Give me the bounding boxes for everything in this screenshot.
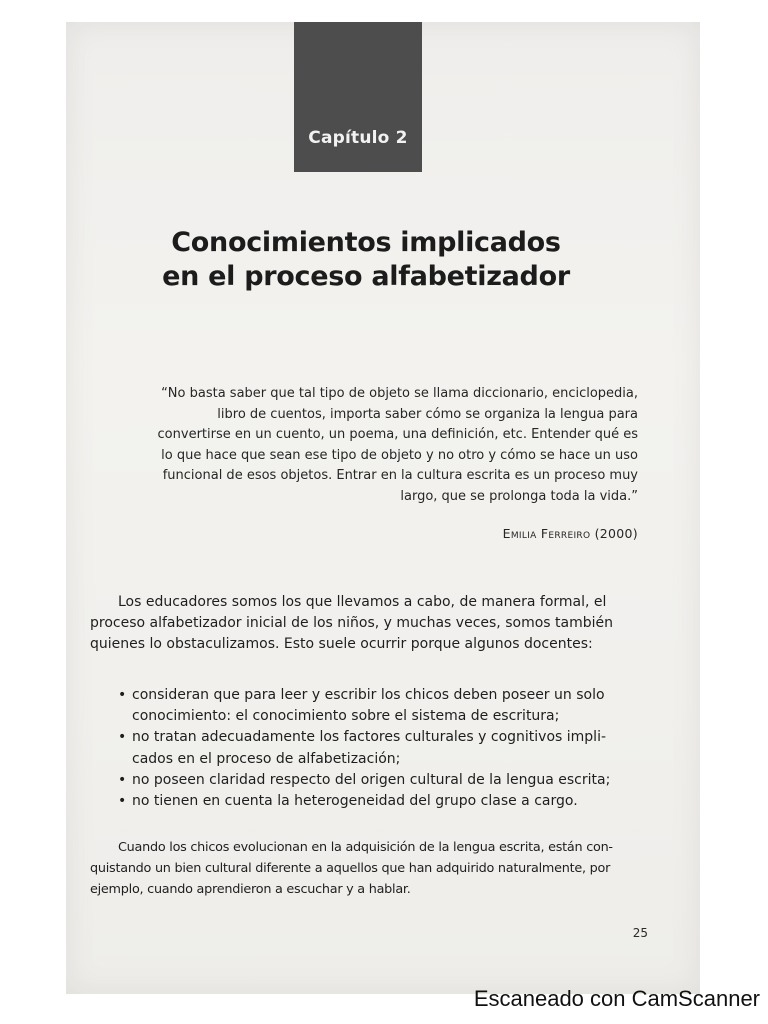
epigraph-line: “No basta saber que tal tipo de objeto se llama diccionario, enciclopedia, <box>161 386 638 401</box>
paragraph-line: quistando un bien cultural diferente a aquellos que han adquirido naturalmente, por <box>90 861 611 876</box>
chapter-title <box>66 226 666 294</box>
paragraph-line: quienes lo obstaculizamos. Esto suele ocurrir porque algunos docentes: <box>90 636 593 653</box>
scanned-page <box>66 22 700 994</box>
bullet-item <box>118 727 648 769</box>
bullet-dot: • <box>118 687 127 703</box>
bullet-item <box>118 685 648 727</box>
epigraph-line: funcional de esos objetos. Entrar en la cultura escrita es un proceso muy <box>162 468 638 484</box>
epigraph-author: Emilia Ferreiro (2000) <box>502 526 638 541</box>
paragraph-line: proceso alfabetizador inicial de los niños, y muchas veces, somos también <box>90 615 613 632</box>
chapter-tab <box>294 22 422 172</box>
paragraph-line: Los educadores somos los que llevamos a cabo, de manera formal, el <box>118 594 607 610</box>
bullet-item <box>118 770 648 791</box>
epigraph-quote <box>118 384 638 508</box>
camscanner-watermark: Escaneado con CamScanner <box>473 986 760 1011</box>
paragraph-line: Cuando los chicos evolucionan en la adquisición de la lengua escrita, están con- <box>118 840 613 855</box>
chapter-title-line: en el proceso alfabetizador <box>162 261 570 292</box>
page-number: 25 <box>632 926 648 940</box>
bullet-dot: • <box>118 793 127 810</box>
bullet-item <box>118 791 648 812</box>
bullet-line: consideran que para leer y escribir los chicos deben poseer un solo <box>132 687 605 703</box>
bullet-dot: • <box>118 771 127 788</box>
epigraph-line: lo que hace que sean ese tipo de objeto y no otro y cómo se hace un uso <box>161 447 638 463</box>
bullet-line: no poseen claridad respecto del origen cultural de la lengua escrita; <box>132 771 611 788</box>
bullet-line: no tratan adecuadamente los factores culturales y cognitivos impli- <box>132 729 607 746</box>
bullet-dot: • <box>118 729 127 746</box>
closing-paragraph <box>90 837 646 900</box>
epigraph-line: libro de cuentos, importa saber cómo se organiza la lengua para <box>217 406 638 422</box>
epigraph-line: largo, que se prolonga toda la vida.” <box>400 488 638 504</box>
bullet-line: conocimiento: el conocimiento sobre el sistema de escritura; <box>132 708 560 725</box>
paragraph-line: ejemplo, cuando aprendieron a escuchar y a hablar. <box>90 882 411 897</box>
bullet-line: cados en el proceso de alfabetización; <box>132 750 401 767</box>
chapter-title-line: Conocimientos implicados <box>171 227 561 258</box>
epigraph-line: convertirse en un cuento, un poema, una definición, etc. Entender qué es <box>157 427 638 443</box>
intro-paragraph <box>90 592 642 656</box>
bullet-line: no tienen en cuenta la heterogeneidad del grupo clase a cargo. <box>132 793 578 810</box>
chapter-label: Capítulo 2 <box>308 128 408 148</box>
bullet-list <box>118 685 648 812</box>
